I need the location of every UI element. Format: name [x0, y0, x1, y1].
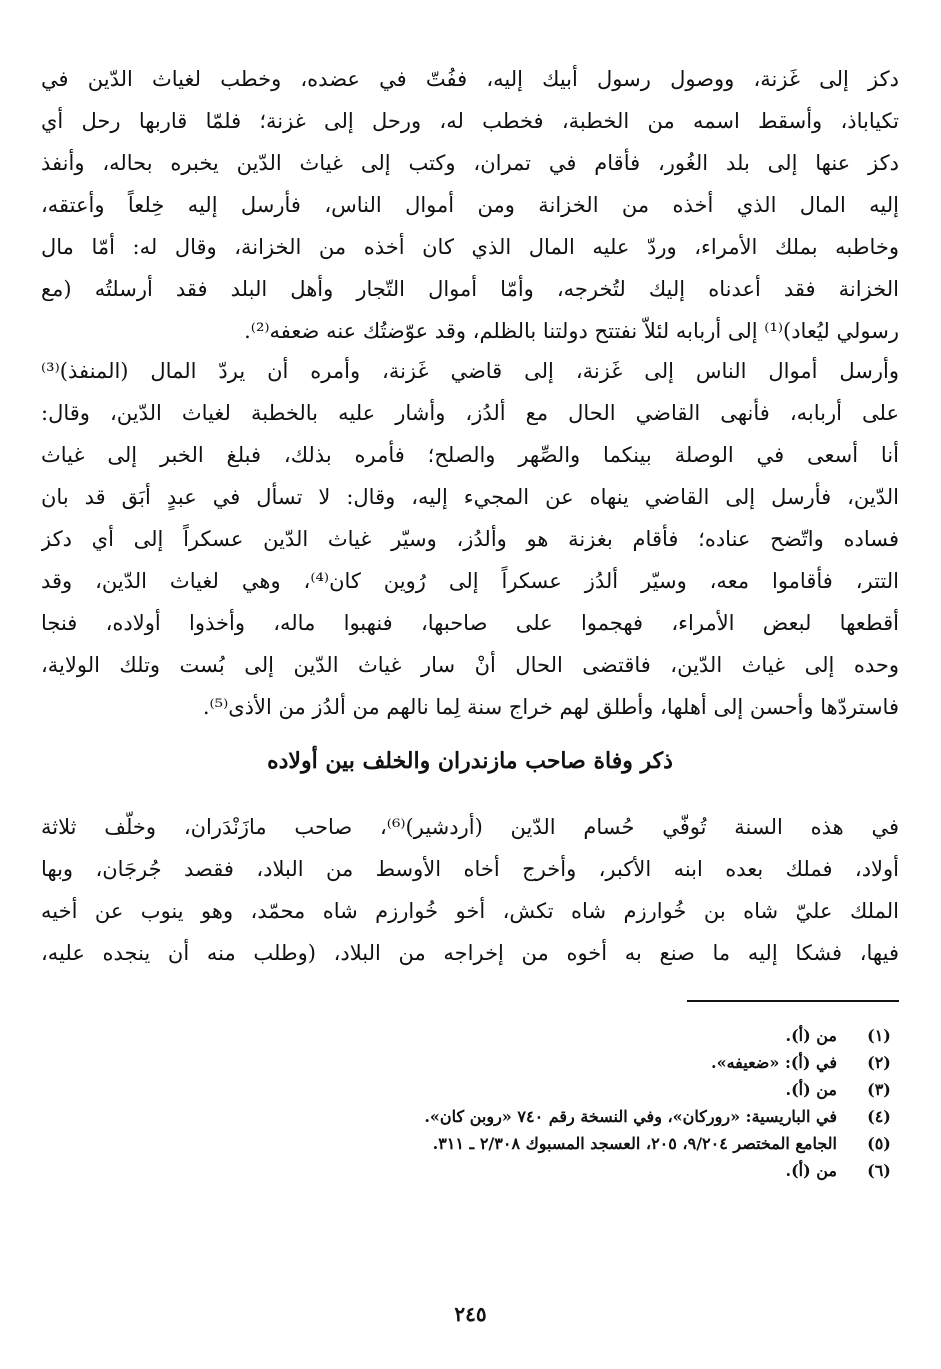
text-line: فاستردّها وأحسن إلى أهلها، وأطلق لهم خراج سنة لِما نالهم من ألدُز من الأذى⁽⁵⁾.	[202, 695, 899, 719]
footnote-text: من (أ).	[785, 1026, 837, 1045]
footnote-text: الجامع المختصر ٩/٢٠٤، ٢٠٥، العسجد المسبوك ٢/٣٠٨ ـ ٣١١.	[432, 1134, 837, 1153]
text-line: وحده إلى غياث الدّين، فاقتضى الحال أنْ سار غياث الدّين إلى بُست وتلك الولاية،	[41, 653, 899, 677]
paragraph-2	[41, 350, 899, 728]
paragraph-1	[41, 58, 899, 352]
text-line: دكز عنها إلى بلد الغُور، فأقام في تمران، وكتب إلى غياث الدّين يخبره بحاله، وأنفذ	[41, 151, 899, 175]
footnote-text: من (أ).	[785, 1161, 837, 1180]
section-heading: ذكر وفاة صاحب مازندران والخلف بين أولاده	[267, 748, 673, 774]
footnote-divider	[687, 1000, 899, 1002]
paragraph-3	[41, 806, 899, 974]
footnotes	[41, 1022, 899, 1184]
footnote-text: في (أ): «ضعيفه».	[711, 1053, 837, 1072]
text-line: إليه المال الذي أخذه من الخزانة ومن أموال الناس، فأرسل إليه خِلعاً وأعتقه،	[41, 193, 899, 217]
text-line: فساده واتّضح عناده؛ فأقام بغزنة هو وألدُز، وسيّر غياث الدّين عسكراً إلى أي دكز	[41, 527, 899, 551]
text-line: أنا أسعى في الوصلة بينكما والصِّهر والصلح؛ فأمره بذلك، فبلغ الخبر إلى غياث	[41, 443, 899, 467]
text-line: رسولي ليُعاد)⁽¹⁾ إلى أربابه لئلاّ نفتتح دولتنا بالظلم، وقد عوّضتُك عنه ضعفه⁽²⁾.	[244, 319, 899, 343]
text-line: وخاطبه بملك الأمراء، وردّ عليه المال الذي كان أخذه من الخزانة، وقال له: أمّا مال	[41, 235, 899, 259]
text-line: تكياباذ، وأسقط اسمه من الخطبة، فخطب له، ورحل إلى غزنة؛ فلمّا قاربها رحل أي	[41, 109, 899, 133]
footnote	[41, 1130, 899, 1157]
page-number: ٢٤٥	[454, 1302, 487, 1326]
text-line: فيها، فشكا إليه ما صنع به أخوه من إخراجه من البلاد، (وطلب منه أن ينجده عليه،	[41, 941, 899, 965]
footnote-text: من (أ).	[785, 1080, 837, 1099]
text-line: أولاد، فملك بعده ابنه الأكبر، وأخرج أخاه الأوسط من البلاد، فقصد جُرجَان، وبها	[41, 857, 899, 881]
footnote	[41, 1103, 899, 1130]
footnote	[41, 1157, 899, 1184]
footnote-number: (٣)	[867, 1080, 891, 1099]
text-line: أقطعها لبعض الأمراء، فهجموا على صاحبها، فنهبوا ماله، وأخذوا أولاده، فنجا	[41, 611, 899, 635]
text-line: الخزانة فقد أعدناه إليك لتُخرجه، وأمّا أموال التّجار وأهل البلد فقد أرسلتُه (مع	[41, 277, 899, 301]
text-line: وأرسل أموال الناس إلى غَزنة، إلى قاضي غَزنة، وأمره أن يردّ المال (المنفذ)⁽³⁾	[41, 359, 899, 383]
footnote-number: (٢)	[867, 1053, 891, 1072]
footnote	[41, 1076, 899, 1103]
text-line: الملك عليّ شاه بن خُوارزم شاه تكش، أخو خُوارزم شاه محمّد، وهو ينوب عن أخيه	[41, 899, 899, 923]
text-line: الدّين، فأرسل إلى القاضي ينهاه عن المجيء إليه، وقال: لا تسأل في عبدٍ أبَق قد بان	[41, 485, 899, 509]
footnote-number: (٤)	[867, 1107, 891, 1126]
footnote-number: (١)	[867, 1026, 891, 1045]
footnote-number: (٦)	[867, 1161, 891, 1180]
text-line: التتر، فأقاموا معه، وسيّر ألدُز عسكراً إلى رُوين كان⁽⁴⁾، وهي لغياث الدّين، وقد	[41, 569, 899, 593]
footnote-text: في الباريسية: «روركان»، وفي النسخة رقم ٧٤٠ «روبن كان».	[424, 1107, 837, 1126]
text-line: على أربابه، فأنهى القاضي الحال مع ألدُز، وأشار عليه بالخطبة لغياث الدّين، وقال:	[41, 401, 899, 425]
footnote	[41, 1049, 899, 1076]
text-line: دكز إلى غَزنة، ووصول رسول أبيك إليه، ففُتّ في عضده، وخطب لغياث الدّين في	[41, 67, 899, 91]
footnote-number: (٥)	[867, 1134, 891, 1153]
text-line: في هذه السنة تُوفّي حُسام الدّين (أردشير)⁽⁶⁾، صاحب مازَنْدَران، وخلّف ثلاثة	[41, 815, 899, 839]
footnote	[41, 1022, 899, 1049]
